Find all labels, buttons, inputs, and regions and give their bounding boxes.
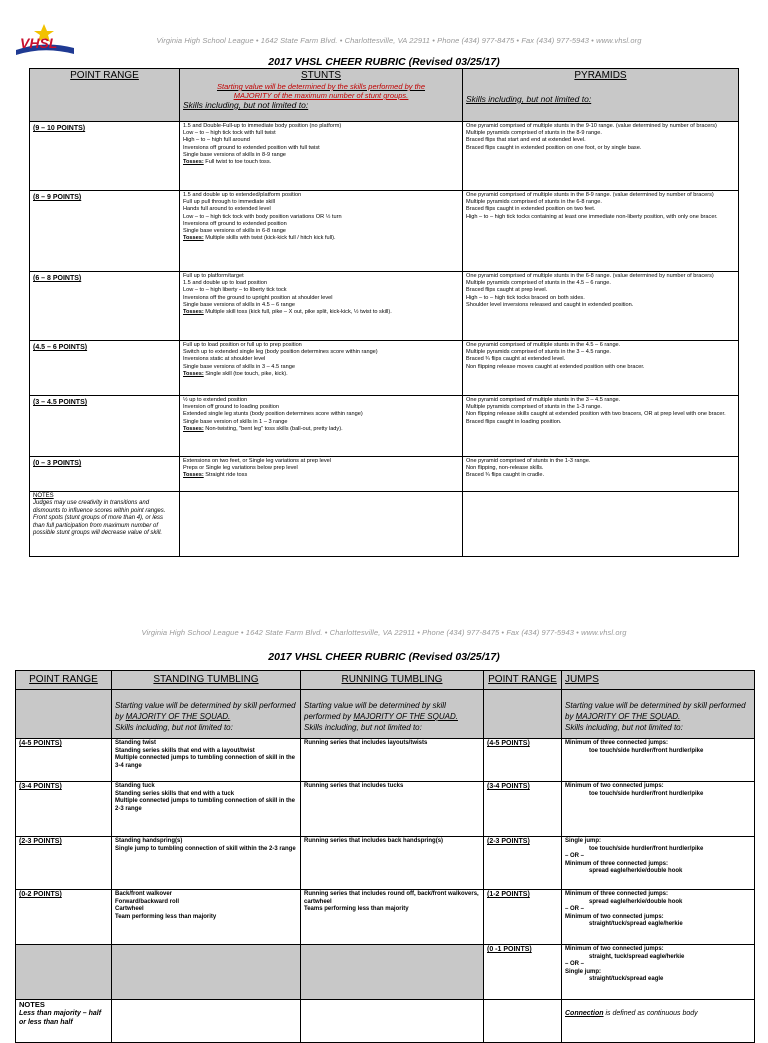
point-range-cell-2: (3-4 POINTS) bbox=[484, 782, 562, 837]
col-header-stunts: STUNTS Starting value will be determined by the skills performed by the MAJORITY of the maximum number of stunt groups. Skills including, but not limited to: bbox=[180, 69, 463, 122]
svg-text:VHSL: VHSL bbox=[20, 35, 58, 51]
pyramids-cell: One pyramid comprised of multiple stunts in the 6-8 range. (value determined by number of bracers) Multiple pyramids comprised of stunts in the 4.5 – 6 range. Braced flips caught at prep level. High – to – high tick tocks braced on both sides. Shoulder level inversions released and caught in extended position. bbox=[463, 272, 739, 341]
jumps-cell: Single jump: toe touch/side hurdler/front hurdler/pike – OR – Minimum of three connected jumps: spread eagle/herkie/double hook bbox=[562, 837, 755, 890]
running-cell: Running series that includes tucks bbox=[301, 782, 484, 837]
point-range-cell-2: (1-2 POINTS) bbox=[484, 890, 562, 945]
point-range-cell-2: (4-5 POINTS) bbox=[484, 739, 562, 782]
notes-cell: NOTES Judges may use creativity in transitions and dismounts to influence scores within point ranges. Front spots (stunt groups of more than 4), or less than full participation from maximum number of possible stunt groups will decrease value of skill. bbox=[30, 492, 180, 557]
connection-note: Connection is defined as continuous body bbox=[562, 1000, 755, 1043]
table2-header-row bbox=[16, 671, 755, 690]
point-range-cell: (3-4 POINTS) bbox=[16, 782, 112, 837]
standing-cell bbox=[112, 945, 301, 1000]
jumps-intro: Starting value will be determined by skill performed by MAJORITY OF THE SQUAD. Skills including, but not limited to: bbox=[562, 690, 755, 739]
jumps-cell: Minimum of three connected jumps: spread eagle/herkie/double hook – OR – Minimum of two connected jumps: straight/tuck/spread eagle/herkie bbox=[562, 890, 755, 945]
table-row bbox=[16, 782, 755, 837]
point-range-cell: (0-2 POINTS) bbox=[16, 890, 112, 945]
stunts-cell: 1.5 and Double-Full-up to immediate body position (no platform) Low – to – high tick tock with full twist High – to – high full around Inversions off ground to extended position with full twist Single base versions of skills in 8-9 range Tosses: Full twist to toe touch toss. bbox=[180, 122, 463, 191]
standing-cell: Back/front walkover Forward/backward roll Cartwheel Team performing less than majority bbox=[112, 890, 301, 945]
table-row bbox=[30, 457, 739, 492]
table-row bbox=[16, 739, 755, 782]
running-cell: Running series that includes round off, back/front walkovers, cartwheel Teams performing less than majority bbox=[301, 890, 484, 945]
pyramids-cell: One pyramid comprised of multiple stunts in the 3 – 4.5 range. Multiple pyramids comprised of stunts in the 1-3 range. Non flipping release skills caught at extended position with two bracers, OR at prep level with one bracer. Braced flips caught in loading position. bbox=[463, 396, 739, 457]
pyramids-cell: One pyramid comprised of multiple stunts in the 4.5 – 6 range. Multiple pyramids comprised of stunts in the 3 – 4.5 range. Braced ¾ flips caught at extended level. Non flipping release moves caught at extended position with one bracer. bbox=[463, 341, 739, 396]
col-header-point-range: POINT RANGE bbox=[30, 69, 180, 122]
running-cell: Running series that includes layouts/twists bbox=[301, 739, 484, 782]
table2-intro-row bbox=[16, 690, 755, 739]
table-row bbox=[16, 890, 755, 945]
running-cell bbox=[301, 945, 484, 1000]
stunts-cell: Extensions on two feet, or Single leg variations at prep level Preps or Single leg variations below prep level Tosses: Straight ride toss bbox=[180, 457, 463, 492]
stunts-cell: 1.5 and double up to extended/platform position Full up pull through to immediate skill Hands full around to extended level Low – to – high tick tock with body position variations OR ½ turn Inversions off ground to extended position Single base versions of skills in 6-8 range Tosses: Multiple skills with twist (kick-kick full / hitch kick full). bbox=[180, 191, 463, 272]
col-header-running: RUNNING TUMBLING bbox=[301, 671, 484, 690]
standing-cell: Standing handspring(s) Single jump to tumbling connection of skill within the 2-3 range bbox=[112, 837, 301, 890]
stunts-intro-2: MAJORITY of the maximum number of stunt groups. bbox=[233, 91, 409, 100]
table-row bbox=[30, 272, 739, 341]
standing-cell: Standing tuck Standing series skills that end with a tuck Multiple connected jumps to tumbling connection of skill in the 2-3 range bbox=[112, 782, 301, 837]
jumps-cell: Minimum of three connected jumps: toe touch/side hurdler/front hurdler/pike bbox=[562, 739, 755, 782]
point-range-cell: (8 – 9 POINTS) bbox=[30, 191, 180, 272]
standing-intro: Starting value will be determined by skill performed by MAJORITY OF THE SQUAD. Skills including, but not limited to: bbox=[112, 690, 301, 739]
pyramids-cell: One pyramid comprised of stunts in the 1-3 range. Non flipping, non-release skills. Braced ¾ flips caught in cradle. bbox=[463, 457, 739, 492]
jumps-cell: Minimum of two connected jumps: toe touch/side hurdler/front hurdler/pike bbox=[562, 782, 755, 837]
page-title: 2017 VHSL CHEER RUBRIC (Revised 03/25/17) bbox=[268, 56, 500, 68]
point-range-cell: (6 – 8 POINTS) bbox=[30, 272, 180, 341]
stunts-pyramids-table bbox=[29, 68, 739, 557]
tumbling-jumps-table bbox=[15, 670, 755, 1043]
point-range-cell: (0 – 3 POINTS) bbox=[30, 457, 180, 492]
pyramids-cell: One pyramid comprised of multiple stunts in the 9-10 range. (value determined by number of bracers) Multiple pyramids comprised of stunts in the 8-9 range. Braced flips that start and end at extended level. Braced flips caught in extended position on one foot, or by single base. bbox=[463, 122, 739, 191]
col-header-standing: STANDING TUMBLING bbox=[112, 671, 301, 690]
notes-empty-1 bbox=[180, 492, 463, 557]
point-range-cell: (3 – 4.5 POINTS) bbox=[30, 396, 180, 457]
page-header-address: Virginia High School League • 1642 State Farm Blvd. • Charlottesville, VA 22911 • Phone (434) 977-8475 • Fax (434) 977-5943 • www.vhsl.org bbox=[156, 36, 642, 45]
notes-empty-2 bbox=[463, 492, 739, 557]
table-row bbox=[30, 396, 739, 457]
point-range-cell: (4.5 – 6 POINTS) bbox=[30, 341, 180, 396]
table-row bbox=[16, 945, 755, 1000]
table-row bbox=[30, 122, 739, 191]
table-row bbox=[30, 191, 739, 272]
col-header-pyramids: PYRAMIDS Skills including, but not limited to: bbox=[463, 69, 739, 122]
standing-cell: Standing twist Standing series skills that end with a layout/twist Multiple connected jumps to tumbling connection of skill in the 3-4 range bbox=[112, 739, 301, 782]
stunts-cell: Full up to platform/target 1.5 and double up to load position Low – to – high liberty – to liberty tick tock Inversions off the ground to upright position at shoulder level Single base versions of skills in 4.5 – 6 range Tosses: Multiple skill toss (kick full, pike – X out, pike split, kick-kick, ½ twist to skill). bbox=[180, 272, 463, 341]
point-range-cell-2: (0 -1 POINTS) bbox=[484, 945, 562, 1000]
notes-cell-2: NOTES Less than majority – half or less than half bbox=[16, 1000, 112, 1043]
stunts-cell: Full up to load position or full up to prep position Switch up to extended single leg (body position determines score within range) Inversions static at shoulder level Single base versions of skills in 3 – 4.5 range Tosses: Single skill (toe touch, pike, kick). bbox=[180, 341, 463, 396]
stunts-skills-sub: Skills including, but not limited to: bbox=[183, 100, 309, 110]
point-range-cell bbox=[16, 945, 112, 1000]
point-range-cell: (9 – 10 POINTS) bbox=[30, 122, 180, 191]
point-range-cell: (4-5 POINTS) bbox=[16, 739, 112, 782]
point-range-cell-2: (2-3 POINTS) bbox=[484, 837, 562, 890]
stunts-intro-1: Starting value will be determined by the skills performed by the bbox=[216, 82, 426, 91]
col-header-point-range-3: POINT RANGE bbox=[484, 671, 562, 690]
col-header-point-range-2: POINT RANGE bbox=[16, 671, 112, 690]
stunts-cell: ½ up to extended position Inversion off ground to loading position Extended single leg stunts (body position determines score within range) Single base version of skills in 1 – 3 range Tosses: Non-twisting, "bent leg" toss skills (ball-out, pretty lady). bbox=[180, 396, 463, 457]
col-header-jumps: JUMPS bbox=[562, 671, 755, 690]
notes-row bbox=[30, 492, 739, 557]
running-intro: Starting value will be determined by skill performed by MAJORITY OF THE SQUAD. Skills including, but not limited to: bbox=[301, 690, 484, 739]
table-header-row bbox=[30, 69, 739, 122]
pyramids-skills-sub: Skills including, but not limited to: bbox=[466, 94, 592, 104]
table-row bbox=[16, 837, 755, 890]
running-cell: Running series that includes back handspring(s) bbox=[301, 837, 484, 890]
page2-header-address: Virginia High School League • 1642 State Farm Blvd. • Charlottesville, VA 22911 • Phone (434) 977-8475 • Fax (434) 977-5943 • www.vhsl.org bbox=[141, 628, 627, 637]
point-range-cell: (2-3 POINTS) bbox=[16, 837, 112, 890]
page2-title: 2017 VHSL CHEER RUBRIC (Revised 03/25/17) bbox=[268, 651, 500, 663]
table2-notes-row bbox=[16, 1000, 755, 1043]
table-row bbox=[30, 341, 739, 396]
pyramids-cell: One pyramid comprised of multiple stunts in the 8-9 range. (value determined by number of bracers) Multiple pyramids comprised of stunts in the 6-8 range. Braced flips caught in extended position on two feet. High – to – high tick tocks containing at least one immediate non-liberty position, with only one bracer. bbox=[463, 191, 739, 272]
jumps-cell: Minimum of two connected jumps: straight, tuck/spread eagle/herkie – OR – Single jump: straight/tuck/spread eagle bbox=[562, 945, 755, 1000]
